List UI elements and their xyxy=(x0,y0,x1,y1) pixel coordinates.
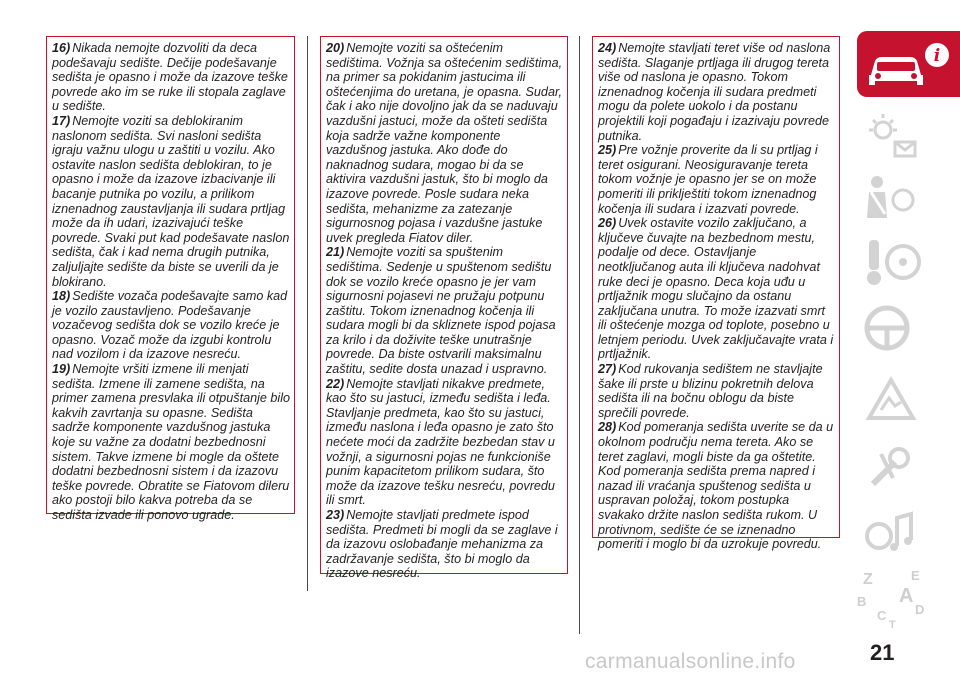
tab-key-start[interactable] xyxy=(855,232,925,292)
warning-item: 21) Nemojte voziti sa spuštenim sedištima. Sedenje u spuštenom sedištu dok se vozilo kreće opasno je jer vam sigurnosni pojasevi ne pružaju potpunu zaštitu. Tokom iznenadnog kočenja ili sudara mogli bi da skliznete ispod pojasa za krilo i da doživite teške unutrašnje povrede. Da biste ostvarili maksimalnu zaštitu, sedite dosta unazad i uspravno. xyxy=(326,245,556,377)
svg-text:i: i xyxy=(933,46,941,66)
warning-item: 26) Uvek ostavite vozilo zaključano, a ključeve čuvajte na bezbednom mestu, podalje od dece. Ostavljanje neotključanog auta ili ključeva nadohvat ruke deci je opasno. Deca koja uđu u prtljažnik mogu slučajno da ostanu zaključana unutra. To može izazvati smrt ili oštećenje mozga od toplote, posebno u letnjem periodu. Uvek zaključavajte vrata i prtljažnik. xyxy=(598,216,834,362)
index-letter: A xyxy=(899,585,914,607)
page-number: 21 xyxy=(870,640,895,665)
media-music-icon xyxy=(855,502,925,562)
index-letter: B xyxy=(857,594,867,609)
index-letter: Z xyxy=(863,571,873,588)
warning-box-column-2 xyxy=(320,36,568,581)
warning-item: 23) Nemojte stavljati predmete ispod sedišta. Predmeti bi mogli da se zaglave i da izazovu oslobađanje mehanizma za zadržavanje sedišta, što bi moglo da izazove nesreću. xyxy=(326,508,558,581)
warning-item: 18) Sedište vozača podešavajte samo kad je vozilo zaustavljeno. Podešavanje vozačevog sedišta dok se vozilo kreće je opasno. Vozač može da izgubi kontrolu nad vozilom i da izazove nesreću. xyxy=(52,289,288,362)
alphabet-index-icon xyxy=(855,564,935,630)
tab-roadside-warning[interactable] xyxy=(855,370,925,430)
warning-lights-icon xyxy=(855,108,925,168)
tab-index[interactable] xyxy=(855,564,935,630)
seat-belt-airbag-icon xyxy=(855,170,925,230)
wrench-service-icon xyxy=(855,438,925,498)
index-letter: C xyxy=(877,608,887,623)
warning-box-column-3 xyxy=(592,36,840,552)
index-letter: D xyxy=(915,602,925,617)
column-divider xyxy=(579,36,580,634)
index-letter: E xyxy=(911,568,920,583)
tab-media[interactable] xyxy=(855,502,925,562)
steering-wheel-icon xyxy=(855,300,925,360)
key-start-icon xyxy=(855,232,925,292)
roadside-warning-icon xyxy=(855,370,925,430)
warning-item: 17) Nemojte voziti sa deblokiranim naslonom sedišta. Svi nasloni sedišta igraju važnu ulogu u zaštiti u vozilu. Ako ostavite naslon sedišta deblokiran, to je opasno i može da izazove izbacivanje ili bacanje putnika po vozilu, a prilikom iznenadnog zaustavljanja ili sudara prtljag može da ih udari, izazivajući teške povrede. Svaki put kad podešavate naslon sedišta, čak i kad nema drugih putnika, zaljuljajte sedište da biste se uverili da je blokirano. xyxy=(52,113,290,289)
warning-item: 16) Nikada nemojte dozvoliti da deca podešavaju sedište. Dečije podešavanje sedišta je opasno i može da izazove teške povrede ako im se ruke ili stopala zaglave u sedište. xyxy=(52,41,288,114)
index-letter: T xyxy=(889,619,896,630)
warning-item: 22) Nemojte stavljati nikakve predmete, kao što su jastuci, između sedišta i leđa. Stavljanje predmeta, kao što su jastuci, između naslona i leđa opasno je zato što nećete moći da zadržite bezbedan stav u vožnji, a sigurnosni pojas ne funkcioniše punim kapacitetom prilikom sudara, što može da izazove tešku nesreću, povredu ili smrt. xyxy=(326,376,555,508)
warning-box-column-1 xyxy=(46,36,295,522)
car-info-icon xyxy=(857,31,960,97)
warning-item: 20) Nemojte voziti sa oštećenim sedištima. Vožnja sa oštećenim sedištima, na primer sa pokidanim jastucima ili oštećenjima do uretana, je opasna. Sudar, čak i ako nije dovoljno jak da se naduvaju vazdušni jastuci, može da ošteti sedišta koja sadrže važne komponente vazdušnog jastuka. Ako dođe do naknadnog sudara, mogao bi da se aktivira vazdušni jastuk, što bi moglo da izazove povrede. Posle sudara neka sedišta, mehanizme za zatezanje sigurnosnog pojasa i vazdušne jastuke uvek pregleda Fiatov diler. xyxy=(326,41,563,245)
warning-item: 28) Kod pomeranja sedišta uverite se da u okolnom području nema tereta. Ako se teret zaglavi, mogli biste da ga oštetite. Kod pomeranja sedišta prema napred i nazad ili vraćanja spuštenog sedišta u uspravan položaj, tokom postupka svakako držite naslon sedišta rukom. U protivnom, sedište će se iznenadno pomeriti i moglo bi da uzrokuje povredu. xyxy=(598,420,834,552)
tab-car-info[interactable] xyxy=(857,31,960,97)
tab-steering-wheel[interactable] xyxy=(855,300,925,360)
warning-item: 25) Pre vožnje proverite da li su prtljag i teret osigurani. Neosiguravanje tereta tokom vožnje je opasno jer se on može pomeriti ili priklještiti tokom iznenadnog kočenja ili sudara i izazvati povrede. xyxy=(598,143,818,216)
tab-service[interactable] xyxy=(855,438,925,498)
column-divider xyxy=(307,36,308,591)
tab-seat-belt-airbag[interactable] xyxy=(855,170,925,230)
tab-warning-lights[interactable] xyxy=(855,108,925,168)
warning-item: 24) Nemojte stavljati teret više od naslona sedišta. Slaganje prtljaga ili drugog tereta više od naslona je opasno. Tokom iznenadnog kočenja ili sudara predmeti mogu da polete uokolo i da postanu projektili koji pogađaju i izazivaju povrede putnika. xyxy=(598,41,831,143)
watermark: carmanualsonline.info xyxy=(585,650,796,673)
warning-item: 27) Kod rukovanja sedištem ne stavljajte šake ili prste u blizinu pokretnih delova sedišta ili na bočnu oblogu da biste sprečili povrede. xyxy=(598,362,823,420)
warning-item: 19) Nemojte vršiti izmene ili menjati sedišta. Izmene ili zamene sedišta, na primer zamena presvlaka ili otpuštanje bilo kakvih zavrtanja su opasne. Sedišta sadrže komponente vazdušnog jastuka koje su važne za dodatni bezbednosni sistem. Takve izmene bi mogle da oštete dodatni bezbednosni sistem i da izazovu teške povrede. Obratite se Fiatovom dileru ako postoji bilo kakva potreba da se sedišta izvade ili ponovo ugrade. xyxy=(52,362,290,522)
